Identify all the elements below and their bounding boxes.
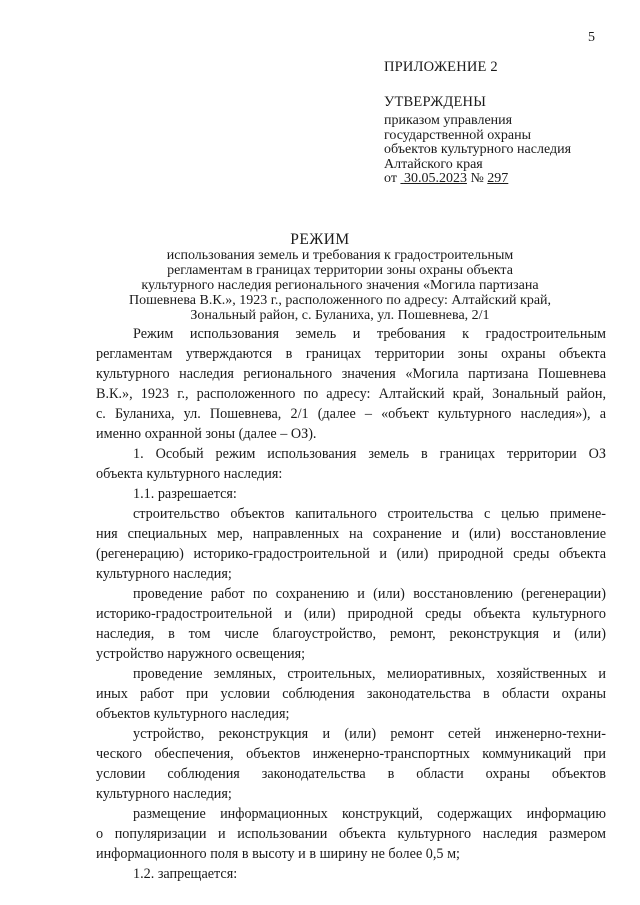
body-line: проведение работ по сохранению и (или) восстановлению (регенерации) [133,586,606,602]
body-line: строительство объектов капитального строительства с целью примене- [133,506,606,522]
document-subtitle [100,248,580,323]
subtitle-line: регламентам в границах территории зоны охраны объекта [167,263,513,278]
subtitle-line: Зональный район, с. Буланиха, ул. Пошевнева, 2/1 [190,308,490,323]
body-line: ния специальных мер, направленных на сохранение и (или) восстановление [96,526,606,542]
page-number: 5 [588,30,595,45]
approval-line: объектов культурного наследия [384,142,572,158]
body-line: 1.2. запрещается: [133,866,238,882]
body-line: Режим использования земель и требования к градостроительным [133,326,606,342]
body-line: устройство наружного освещения; [96,646,306,662]
body-line: ческого обеспечения, объектов инженерно-транспортных коммуникаций при [96,746,606,762]
body-line: проведение земляных, строительных, мелиоративных, хозяйственных и [133,666,606,682]
paragraph-earthworks [96,664,606,724]
approval-date-line [384,172,634,187]
approved-label: УТВЕРЖДЕНЫ [384,94,487,110]
body-line: объекта культурного наследия: [96,466,283,482]
body-line: с. Буланиха, ул. Пошевнева, 2/1 (далее – «объект культурного наследия»), а [96,406,606,422]
paragraph-intro [96,324,606,444]
body-line: именно охранной зоны (далее – ОЗ). [96,426,317,442]
body-line: 1.1. разрешается: [133,486,237,502]
subtitle-line: использования земель и требования к градостроительным [166,248,514,263]
number-sign: № [470,171,484,187]
approval-date: 30.05.2023 [403,171,467,187]
body-line: наследия, в том числе благоустройство, ремонт, реконструкция и (или) [96,626,606,642]
paragraph-networks [96,724,606,804]
paragraph-preservation [96,584,606,664]
body-line: 1. Особый режим использования земель в границах территории ОЗ [133,446,606,462]
paragraph-construction [96,504,606,584]
approval-line: государственной охраны [384,127,532,143]
approval-line: приказом управления [384,113,513,128]
body-line: (регенерацию) историко-градостроительной и (или) природной среды объекта [96,546,606,562]
body-line: условии соблюдения законодательства в области охраны объектов [96,766,606,782]
approval-block [384,114,634,187]
body-line: регламентам утверждаются в границах территории зоны охраны объекта [96,346,606,362]
body-line: устройство, реконструкция и (или) ремонт сетей инженерно-техни- [133,726,606,742]
body-line: культурного наследия регионального значения «Могила партизана Пошевнева [96,366,606,382]
section-1 [96,444,606,484]
approval-line: Алтайского края [384,156,483,172]
body-line: размещение информационных конструкций, содержащих информацию [133,806,606,822]
section-1-2-heading [133,864,640,884]
body-line: культурного наследия; [96,786,232,802]
body-line: объектов культурного наследия; [96,706,290,722]
document-title: РЕЖИМ [290,231,350,248]
body-line: В.К.», 1923 г., расположенного по адресу: Алтайский край, Зональный район, [96,386,606,402]
body-line: историко-градостроительной и (или) природной среды объекта культурного [96,606,606,622]
body-line: информационного поля в высоту и в ширину не более 0,5 м; [96,846,460,862]
subtitle-line: Пошевнева В.К.», 1923 г., расположенного по адресу: Алтайский край, [128,293,552,308]
section-1-1-heading [133,484,640,504]
paragraph-signage [96,804,606,864]
date-prefix: от [384,171,397,187]
subtitle-line: культурного наследия регионального значения «Могила партизана [141,278,539,293]
body-line: иных работ при условии соблюдения законодательства в области охраны [96,686,606,702]
approval-number: 297 [487,171,509,187]
body-line: о популяризации и использовании объекта культурного наследия размером [96,826,606,842]
appendix-label: ПРИЛОЖЕНИЕ 2 [384,59,498,75]
body-line: культурного наследия; [96,566,232,582]
